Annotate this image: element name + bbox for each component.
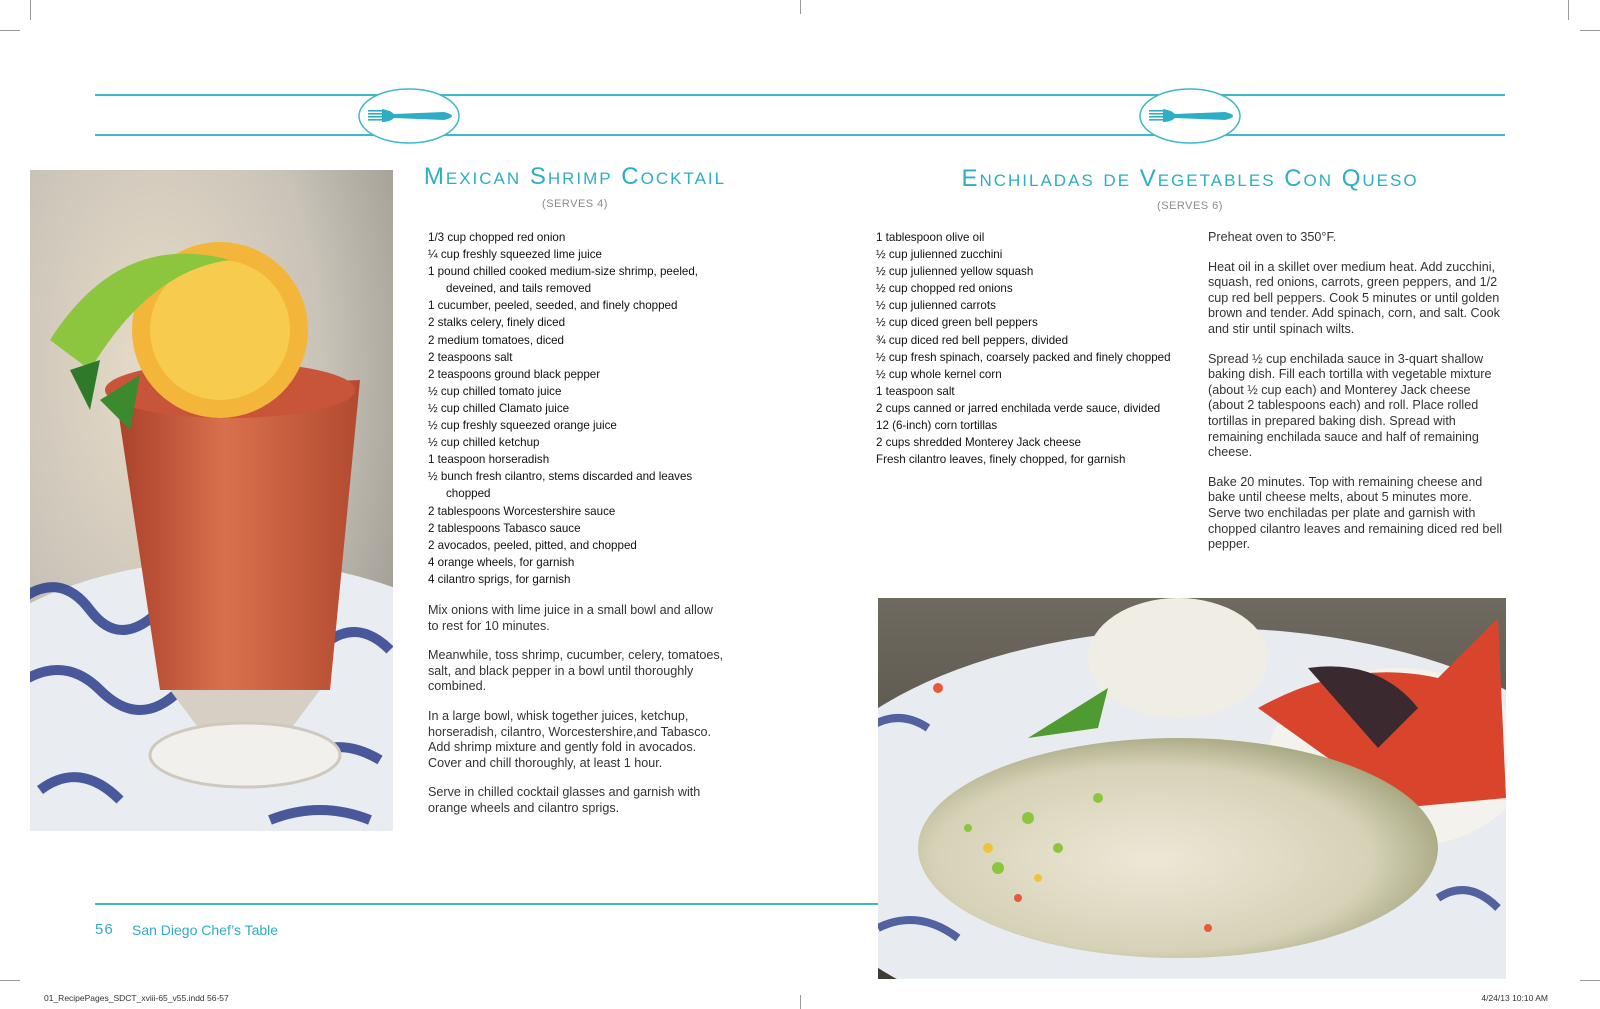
enchiladas-photo: [878, 598, 1506, 979]
list-item: 4 orange wheels, for garnish: [428, 555, 575, 569]
crop-mark: [800, 995, 801, 1009]
list-item: 2 tablespoons Worcestershire sauce: [428, 504, 616, 518]
fork-icon: [1139, 88, 1241, 144]
shrimp-cocktail-photo: [30, 170, 393, 831]
list-item: 1 tablespoon olive oil: [876, 231, 985, 244]
serves-left: (SERVES 4): [542, 198, 608, 210]
ingredient-list-left: [428, 229, 728, 588]
list-item: 2 stalks celery, finely diced: [428, 316, 566, 330]
list-item: ½ cup diced green bell peppers: [876, 316, 1038, 330]
list-item: ¼ cup freshly squeezed lime juice: [428, 248, 602, 262]
list-item: 2 cups shredded Monterey Jack cheese: [876, 436, 1081, 450]
header-rule-top: [95, 94, 1505, 96]
list-item: 1/3 cup chopped red onion: [428, 231, 566, 244]
list-item: ½ cup julienned zucchini: [876, 248, 1003, 262]
direction-paragraph: Meanwhile, toss shrimp, cucumber, celery, tomatoes, salt, and black pepper in a bowl until thoroughly combined.: [428, 648, 724, 694]
crop-mark: [30, 0, 31, 20]
crop-mark: [0, 30, 20, 31]
direction-paragraph: Bake 20 minutes. Top with remaining cheese and bake until cheese melts, about 5 minutes more. Serve two enchiladas per plate and garnish with chopped cilantro leaves and remaining diced red bell pepper.: [1208, 474, 1503, 552]
list-item: ½ cup freshly squeezed orange juice: [428, 419, 617, 433]
slug-file: 01_RecipePages_SDCT_xviii-65_v55.indd 56-57: [44, 993, 229, 1003]
fork-medallion-right: [1139, 88, 1241, 144]
slug-date: 4/24/13 10:10 AM: [1481, 993, 1548, 1003]
list-item: 4 cilantro sprigs, for garnish: [428, 572, 571, 586]
book-title: San Diego Chef’s Table: [132, 922, 279, 938]
list-item: ½ cup julienned yellow squash: [876, 265, 1034, 279]
list-item: ½ bunch fresh cilantro, stems discarded and leaves chopped: [428, 470, 696, 501]
crop-mark: [1580, 30, 1600, 31]
list-item: 2 teaspoons ground black pepper: [428, 367, 601, 381]
list-item: ½ cup fresh spinach, coarsely packed and finely chopped: [876, 350, 1171, 364]
crop-mark: [0, 980, 20, 981]
header-rule-bottom: [95, 134, 1505, 136]
list-item: 1 cucumber, peeled, seeded, and finely chopped: [428, 299, 678, 313]
fork-icon: [358, 88, 460, 144]
recipe-title-right: Enchiladas de Vegetables Con Queso: [961, 165, 1419, 192]
recipe-title-left: Mexican Shrimp Cocktail: [423, 163, 727, 190]
ingredient-list-right: [876, 229, 1176, 468]
list-item: ½ cup chilled Clamato juice: [428, 401, 570, 415]
crop-mark: [800, 0, 801, 14]
list-item: ½ cup chilled ketchup: [428, 436, 540, 450]
list-item: 2 avocados, peeled, pitted, and chopped: [428, 538, 637, 552]
list-item: ½ cup chilled tomato juice: [428, 384, 562, 398]
list-item: 1 teaspoon horseradish: [428, 453, 550, 467]
directions-right: [1208, 230, 1508, 567]
list-item: 2 teaspoons salt: [428, 350, 513, 364]
serves-right: (SERVES 6): [1157, 200, 1223, 212]
crop-mark: [1580, 980, 1600, 981]
list-item: ½ cup whole kernel corn: [876, 367, 1002, 381]
page-number: 56: [95, 921, 114, 938]
direction-paragraph: Mix onions with lime juice in a small bowl and allow to rest for 10 minutes.: [428, 603, 713, 633]
direction-paragraph: Serve in chilled cocktail glasses and garnish with orange wheels and cilantro sprigs.: [428, 785, 701, 815]
list-item: 1 pound chilled cooked medium-size shrimp, peeled, deveined, and tails removed: [428, 265, 702, 296]
list-item: 2 medium tomatoes, diced: [428, 333, 564, 347]
list-item: 2 cups canned or jarred enchilada verde sauce, divided: [876, 401, 1161, 415]
direction-paragraph: Heat oil in a skillet over medium heat. Add zucchini, squash, red onions, carrots, green peppers, and 1/2 cup red bell peppers. Cook 5 minutes or until golden brown and tender. Add spinach, corn, and salt. Cook and stir until spinach wilts.: [1208, 259, 1500, 336]
list-item: 12 (6-inch) corn tortillas: [876, 419, 998, 433]
crop-mark: [1568, 0, 1569, 20]
footer-rule: [95, 903, 880, 905]
direction-paragraph: In a large bowl, whisk together juices, ketchup, horseradish, cilantro, Worcestershire,and Tabasco. Add shrimp mixture and gently fold in avocados. Cover and chill thoroughly, at least 1 hour.: [428, 708, 712, 770]
list-item: 1 teaspoon salt: [876, 384, 955, 398]
list-item: ½ cup julienned carrots: [876, 299, 996, 313]
fork-medallion-left: [358, 88, 460, 144]
direction-paragraph: Preheat oven to 350°F.: [1208, 230, 1337, 244]
list-item: ½ cup chopped red onions: [876, 282, 1013, 296]
direction-paragraph: Spread ½ cup enchilada sauce in 3-quart shallow baking dish. Fill each tortilla with vegetable mixture (about ½ cup each) and Monterey Jack cheese (about 2 tablespoons each) and roll. Place rolled tortillas in prepared baking dish. Spread with remaining enchilada sauce and half of remaining cheese.: [1208, 351, 1492, 460]
list-item: ¾ cup diced red bell peppers, divided: [876, 333, 1069, 347]
directions-left: [428, 603, 724, 831]
list-item: Fresh cilantro leaves, finely chopped, for garnish: [876, 453, 1126, 467]
list-item: 2 tablespoons Tabasco sauce: [428, 521, 581, 535]
